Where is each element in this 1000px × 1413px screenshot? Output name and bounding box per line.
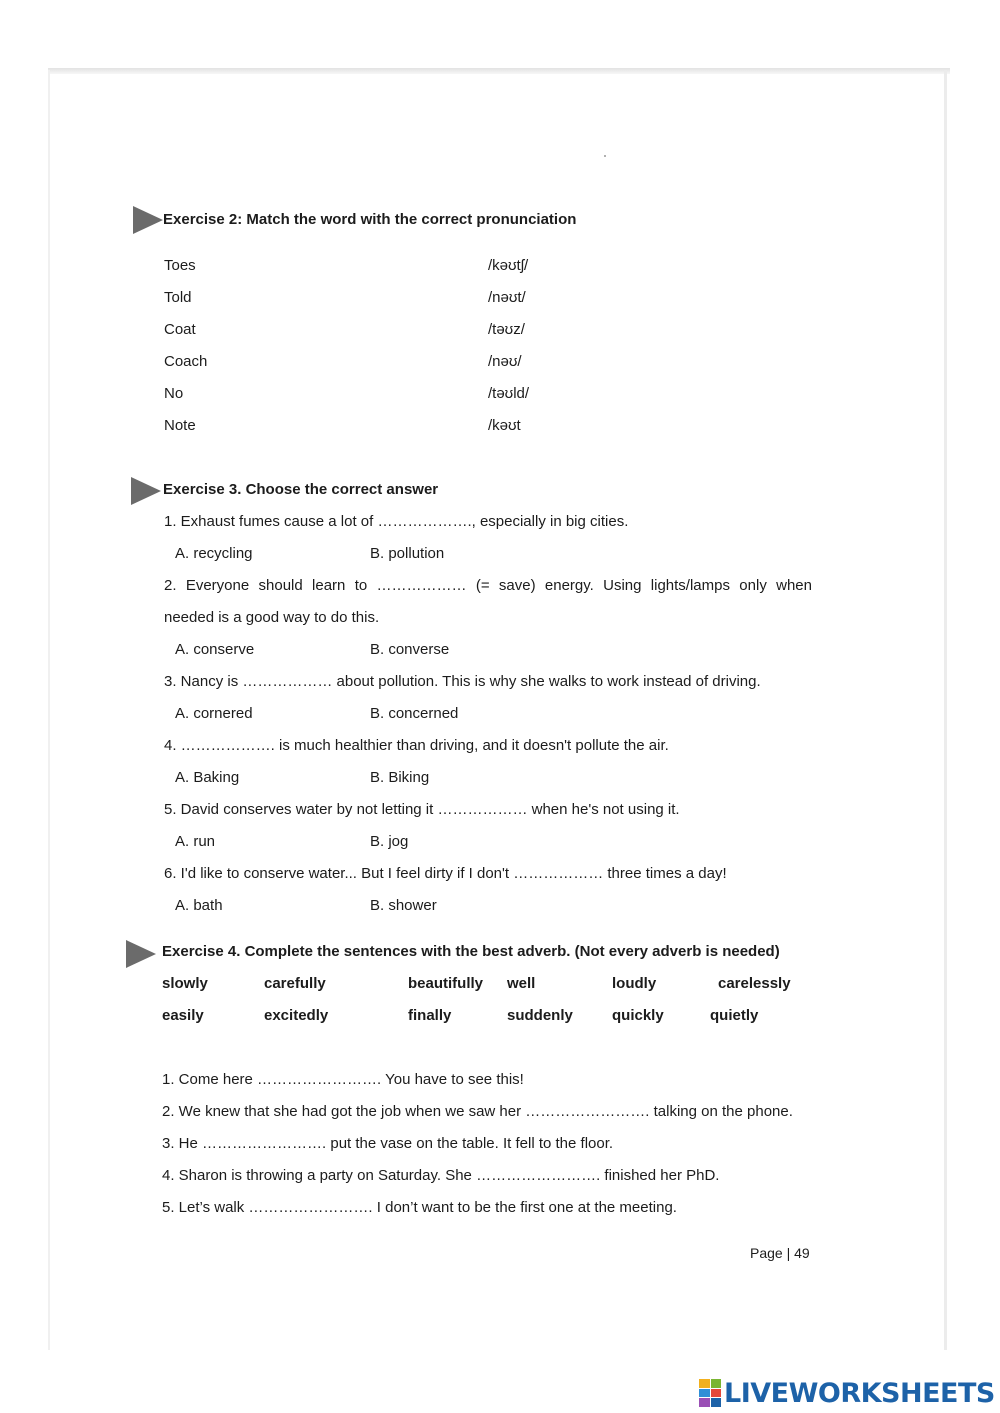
match-word: Toes	[164, 257, 196, 274]
match-pronunciation: /kəʊt	[488, 417, 521, 434]
question-2: 2. Everyone should learn to ……………… (= save) energy. Using lights/lamps only when	[164, 577, 812, 594]
option-b[interactable]: B. pollution	[370, 545, 445, 562]
arrow-bullet-icon	[126, 940, 156, 968]
adverb-word: slowly	[162, 975, 208, 992]
adverb-word: quickly	[612, 1007, 664, 1024]
adverb-word: easily	[162, 1007, 204, 1024]
adverb-word: carelessly	[718, 975, 791, 992]
page-number: Page | 49	[750, 1245, 810, 1261]
exercise4-title: Exercise 4. Complete the sentences with the best adverb. (Not every adverb is needed)	[162, 943, 780, 960]
question-6: 6. I'd like to conserve water... But I feel dirty if I don't ……………… three times a day!	[164, 865, 727, 882]
sentence-5: 5. Let’s walk ……………………. I don’t want to be the first one at the meeting.	[162, 1199, 677, 1216]
match-pronunciation: /təʊz/	[488, 321, 525, 338]
match-word: No	[164, 385, 184, 402]
option-a[interactable]: A. run	[175, 833, 216, 850]
scan-speck	[604, 155, 606, 157]
match-word: Note	[164, 417, 196, 434]
page-top-edge	[48, 68, 950, 74]
adverb-word: carefully	[264, 975, 326, 992]
match-pronunciation: /kəʊtʃ/	[488, 257, 529, 274]
question-1: 1. Exhaust fumes cause a lot of ………………., especially in big cities.	[164, 513, 629, 530]
option-a[interactable]: A. conserve	[175, 641, 255, 658]
adverb-word: suddenly	[507, 1007, 573, 1024]
match-word: Coat	[164, 321, 196, 338]
option-b[interactable]: B. converse	[370, 641, 450, 658]
match-pronunciation: /nəʊ/	[488, 353, 522, 370]
option-b[interactable]: B. shower	[370, 897, 437, 914]
liveworksheets-logo	[699, 1376, 995, 1410]
option-a[interactable]: A. recycling	[175, 545, 253, 562]
adverb-word: finally	[408, 1007, 452, 1024]
option-b[interactable]: B. jog	[370, 833, 409, 850]
exercise2-title: Exercise 2: Match the word with the correct pronunciation	[163, 211, 577, 228]
question-5: 5. David conserves water by not letting it ……………… when he's not using it.	[164, 801, 680, 818]
option-a[interactable]: A. Baking	[175, 769, 240, 786]
adverb-word: quietly	[710, 1007, 759, 1024]
match-word: Coach	[164, 353, 208, 370]
sentence-2: 2. We knew that she had got the job when we saw her ……………………. talking on the phone.	[162, 1103, 793, 1120]
match-word: Told	[164, 289, 192, 306]
adverb-word: beautifully	[408, 975, 484, 992]
sentence-3: 3. He ……………………. put the vase on the table. It fell to the floor.	[162, 1135, 614, 1152]
exercise3-title: Exercise 3. Choose the correct answer	[163, 481, 439, 498]
question-2-cont: needed is a good way to do this.	[164, 609, 380, 626]
question-4: 4. ………………. is much healthier than driving, and it doesn't pollute the air.	[164, 737, 669, 754]
option-b[interactable]: B. Biking	[370, 769, 430, 786]
match-pronunciation: /nəʊt/	[488, 289, 526, 306]
adverb-word: loudly	[612, 975, 657, 992]
adverb-word: excitedly	[264, 1007, 329, 1024]
question-3: 3. Nancy is ……………… about pollution. This is why she walks to work instead of driving.	[164, 673, 761, 690]
match-pronunciation: /təʊld/	[488, 385, 530, 402]
arrow-bullet-icon	[133, 206, 163, 234]
page-right-edge	[944, 70, 947, 1350]
liveworksheets-wordmark: LIVEWORKSHEETS	[724, 1377, 995, 1409]
option-b[interactable]: B. concerned	[370, 705, 459, 722]
liveworksheets-icon	[699, 1379, 721, 1407]
option-a[interactable]: A. cornered	[175, 705, 253, 722]
sentence-4: 4. Sharon is throwing a party on Saturday. She ……………………. finished her PhD.	[162, 1167, 720, 1184]
sentence-1: 1. Come here ……………………. You have to see this!	[162, 1071, 524, 1088]
arrow-bullet-icon	[131, 477, 161, 505]
adverb-word: well	[507, 975, 536, 992]
page-left-edge	[48, 70, 50, 1350]
option-a[interactable]: A. bath	[175, 897, 223, 914]
